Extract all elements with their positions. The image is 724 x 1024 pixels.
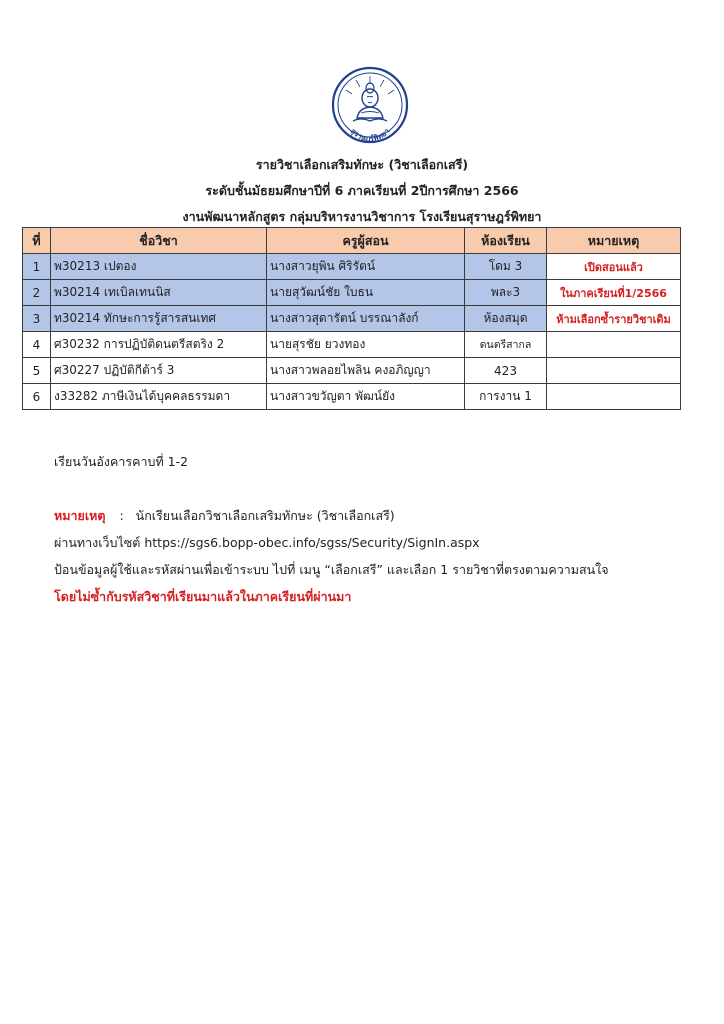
remarks-label: หมายเหตุ xyxy=(54,508,106,523)
table-row xyxy=(23,384,681,410)
table-row xyxy=(23,332,681,358)
row-room: โดม 3 xyxy=(465,254,547,280)
row-subject: ศ30227 ปฏิบัติกีต้าร์ 3 xyxy=(51,358,267,384)
row-room: การงาน 1 xyxy=(465,384,547,410)
row-note-empty xyxy=(547,384,681,410)
row-teacher: นางสาวยุพิน ศิริรัตน์ xyxy=(267,254,465,280)
row-no: 5 xyxy=(23,358,51,384)
row-subject: ท30214 ทักษะการรู้สารสนเทศ xyxy=(51,306,267,332)
row-subject: ศ30232 การปฏิบัติดนตรีสตริง 2 xyxy=(51,332,267,358)
remarks-block xyxy=(54,502,609,610)
row-no: 2 xyxy=(23,280,51,306)
class-schedule: เรียนวันอังคารคาบที่ 1-2 xyxy=(54,454,189,469)
remarks-separator: : xyxy=(119,508,124,523)
row-no: 6 xyxy=(23,384,51,410)
row-no: 4 xyxy=(23,332,51,358)
remarks-line-3: ป้อนข้อมูลผู้ใช้และรหัสผ่านเพื่อเข้าระบบ ไปที่ เมนู “เลือกเสรี” และเลือก 1 รายวิชาที่ตรงตามความสนใจ xyxy=(54,562,609,577)
row-teacher: นายสุวัฒน์ชัย ใบธน xyxy=(267,280,465,306)
row-room: ห้องสมุด xyxy=(465,306,547,332)
header-teacher: ครูผู้สอน xyxy=(267,228,465,254)
document-department: งานพัฒนาหลักสูตร กลุ่มบริหารงานวิชาการ โรงเรียนสุราษฎร์พิทยา xyxy=(182,209,542,224)
row-note-empty xyxy=(547,332,681,358)
school-logo xyxy=(331,66,409,144)
row-room: 423 xyxy=(465,358,547,384)
row-note: ในภาคเรียนที่1/2566 xyxy=(547,280,681,306)
row-subject: พ30213 เปตอง xyxy=(51,254,267,280)
row-teacher: นายสุรชัย ยวงทอง xyxy=(267,332,465,358)
header-subject: ชื่อวิชา xyxy=(51,228,267,254)
row-note-empty xyxy=(547,358,681,384)
row-teacher: นางสาวสุดารัตน์ บรรณาลังก์ xyxy=(267,306,465,332)
row-note: ห้ามเลือกซ้ำรายวิชาเดิม xyxy=(547,306,681,332)
remarks-line-1 xyxy=(54,502,609,529)
row-no: 1 xyxy=(23,254,51,280)
document-subtitle: ระดับชั้นมัธยมศึกษาปีที่ 6 ภาคเรียนที่ 2ปีการศึกษา 2566 xyxy=(205,183,519,198)
table-row xyxy=(23,358,681,384)
row-note: เปิดสอนแล้ว xyxy=(547,254,681,280)
header-note: หมายเหตุ xyxy=(547,228,681,254)
table-row xyxy=(23,254,681,280)
row-room: พละ3 xyxy=(465,280,547,306)
table-header-row xyxy=(23,228,681,254)
remarks-text-1: นักเรียนเลือกวิชาเลือกเสริมทักษะ (วิชาเลือกเสรี) xyxy=(135,508,395,523)
row-teacher: นางสาวขวัญตา พัฒน์ยัง xyxy=(267,384,465,410)
remarks-line-2: ผ่านทางเว็บไซต์ https://sgs6.bopp-obec.info/sgss/Security/SignIn.aspx xyxy=(54,535,480,550)
row-room: ดนตรีสากล xyxy=(465,332,547,358)
logo-text: สุราษฎร์พิทยา xyxy=(348,126,392,144)
school-emblem-icon xyxy=(331,66,409,144)
course-table xyxy=(22,227,681,410)
table-row xyxy=(23,280,681,306)
table-row xyxy=(23,306,681,332)
row-teacher: นางสาวพลอยไพลิน คงอภิญญา xyxy=(267,358,465,384)
document-heading xyxy=(0,152,724,230)
remarks-line-4: โดยไม่ซ้ำกับรหัสวิชาที่เรียนมาแล้วในภาคเรียนที่ผ่านมา xyxy=(54,589,352,604)
document-title: รายวิชาเลือกเสริมทักษะ (วิชาเลือกเสรี) xyxy=(255,157,469,172)
row-no: 3 xyxy=(23,306,51,332)
row-subject: ง33282 ภาษีเงินได้บุคคลธรรมดา xyxy=(51,384,267,410)
header-no: ที่ xyxy=(23,228,51,254)
header-room: ห้องเรียน xyxy=(465,228,547,254)
row-subject: พ30214 เทเบิลเทนนิส xyxy=(51,280,267,306)
